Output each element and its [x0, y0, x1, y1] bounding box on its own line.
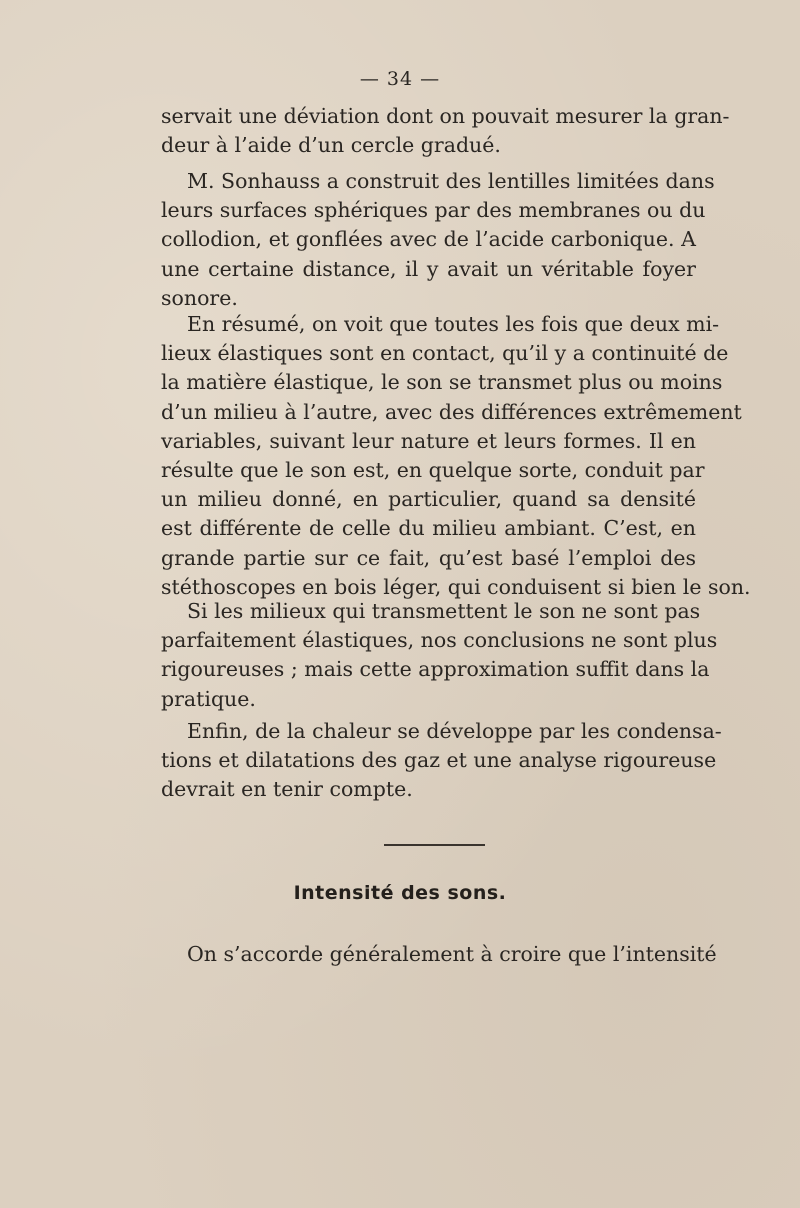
text-line: tions et dilatations des gaz et une analyse rigoureuse — [161, 748, 717, 773]
text-line: devrait en tenir compte. — [161, 777, 413, 802]
text-line: collodion, et gonflées avec de l’acide carbonique. A — [161, 227, 696, 252]
text-line: On s’accorde généralement à croire que l’intensité — [187, 942, 717, 966]
section-heading: Intensité des sons. — [293, 882, 507, 904]
text-line: un milieu donné, en particulier, quand sa densité — [161, 487, 696, 512]
paragraph-6 — [161, 940, 717, 969]
text-line: parfaitement élastiques, nos conclusions ne sont plus — [161, 628, 718, 653]
text-line: sonore. — [161, 285, 238, 310]
text-line: Enfin, de la chaleur se développe par les condensa- — [187, 719, 722, 743]
text-line: M. Sonhauss a construit des lentilles limitées dans — [187, 169, 715, 193]
text-line: variables, suivant leur nature et leurs formes. Il en — [161, 428, 696, 453]
text-line: leurs surfaces sphériques par des membranes ou du — [161, 198, 706, 223]
text-line: Si les milieux qui transmettent le son ne sont pas — [187, 599, 701, 623]
text-line: En résumé, on voit que toutes les fois que deux mi- — [187, 312, 720, 336]
text-line: pratique. — [161, 686, 256, 711]
text-line: la matière élastique, le son se transmet plus ou moins — [161, 370, 723, 395]
text-line: stéthoscopes en bois léger, qui conduisent si bien le son. — [161, 574, 751, 599]
text-line: deur à l’aide d’un cercle gradué. — [161, 133, 501, 158]
paragraph-5 — [161, 717, 722, 805]
page-number: — 34 — — [359, 68, 441, 90]
paragraph-2 — [161, 167, 715, 313]
text-line: résulte que le son est, en quelque sorte, conduit par — [161, 458, 705, 483]
text-line: servait une déviation dont on pouvait mesurer la gran- — [161, 104, 730, 128]
paragraph-4 — [161, 597, 718, 714]
text-line: rigoureuses ; mais cette approximation suffit dans la — [161, 657, 710, 682]
text-line: lieux élastiques sont en contact, qu’il y a continuité de — [161, 341, 729, 366]
text-line: une certaine distance, il y avait un véritable foyer — [161, 256, 696, 281]
text-line: grande partie sur ce fait, qu’est basé l’emploi des — [161, 545, 696, 570]
text-line: est différente de celle du milieu ambiant. C’est, en — [161, 516, 696, 541]
paragraph-1 — [161, 102, 730, 160]
section-divider-rule — [384, 844, 485, 846]
text-line: d’un milieu à l’autre, avec des différences extrêmement — [161, 399, 742, 424]
paragraph-3 — [161, 310, 751, 602]
